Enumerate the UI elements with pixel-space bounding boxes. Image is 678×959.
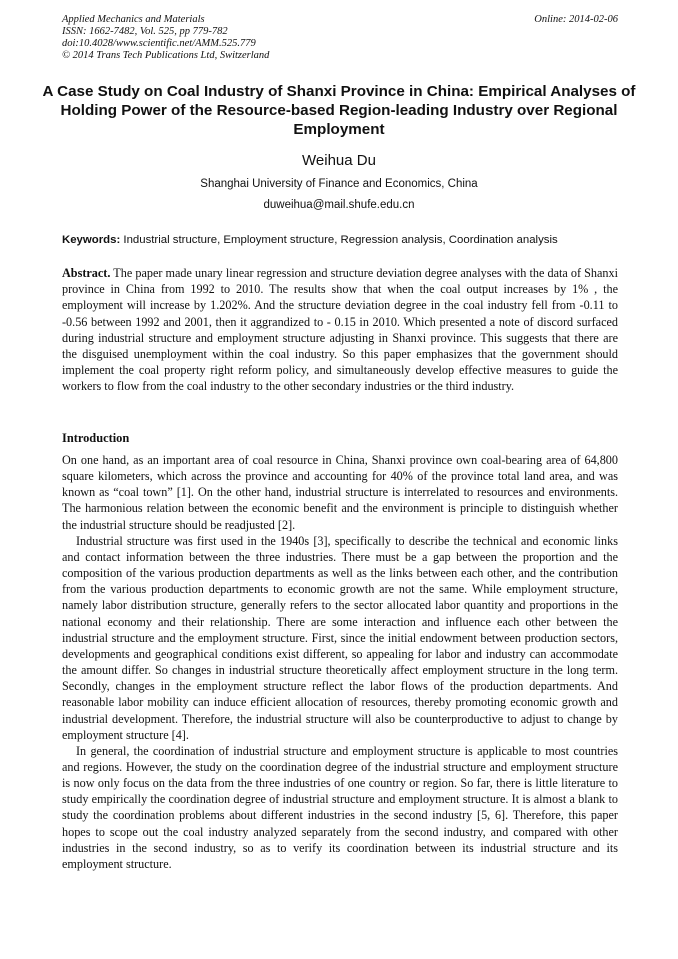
paragraph: Industrial structure was first used in the 1940s [3], specifically to describe the technical and economic links and contact information between the three industries. There must be a gap between the proportion and the composition of the various production departments as well as the links between each other, and the contribution from the various production departments to economic growth are not the same. While employment structure, namely labor distribution structure, generally refers to the sector allocated labor quantity and proportions in the national economy and their relationship. There are some interaction and influence each other between the industrial structure and the employment structure. First, since the initial endowment between production sectors, developments and geographical conditions exist different, so appealing for labor and industry can accommodate the amount differ. So changes in industrial structure theoretically affect employment structure in the long term. Secondly, changes in the employment structure reflect the labor flows of the production departments. And reasonable labor mobility can induce efficient allocation of resources, thereby promoting economic growth and industrial development. Therefore, the industrial structure will also be counterproductive to adjust to change by employment structure [4]. xyxy=(62,533,618,742)
paper-title: A Case Study on Coal Industry of Shanxi Province in China: Empirical Analyses of Holding Power of the Resource-based Region-leading Industry over Regional Employment xyxy=(42,83,636,138)
online-date: Online: 2014-02-06 xyxy=(534,14,618,25)
keywords-text: Industrial structure, Employment structure, Regression analysis, Coordination analysis xyxy=(123,234,558,246)
abstract-text: The paper made unary linear regression and structure deviation degree analyses with the data of Shanxi province in China from 1992 to 2010. The results show that when the coal output increases by 1% , the employment will increase by 1.202%. And the structure deviation degree in the coal industry fell from -0.11 to -0.56 between 1992 and 2001, then it aggrandized to - 0.15 in 2010. Which presented a note of discord surfaced during industrial structure and employment structure adjusting in Shanxi province. This suggests that there are the disguised unemployment within the coal industry. So this paper emphasizes that the government should implement the coal property right reform policy, and simultaneously develop effective measures to guide the workers to flow from the coal industry to the other secondary industries or the third industry. xyxy=(62,266,619,394)
journal-name: Applied Mechanics and Materials xyxy=(62,14,205,25)
keywords-label: Keywords: xyxy=(62,234,121,246)
paragraph: On one hand, as an important area of coal resource in China, Shanxi province own coal-bearing area of 64,800 square kilometers, which across the province and accounting for 40% of the province total land area, and was known as “coal town” [1]. On the other hand, industrial structure is interrelated to resources and environments. The harmonious relation between the economic benefit and the environment is principle to distinguish whether the industrial structure should be readjusted [2]. xyxy=(62,453,618,532)
issn-line: ISSN: 1662-7482, Vol. 525, pp 779-782 xyxy=(62,26,228,37)
author-email[interactable]: duweihua@mail.shufe.edu.cn xyxy=(263,199,415,211)
abstract xyxy=(62,265,618,395)
section-heading-introduction: Introduction xyxy=(62,431,130,445)
copyright-line: © 2014 Trans Tech Publications Ltd, Switzerland xyxy=(62,50,270,61)
abstract-label: Abstract. xyxy=(62,266,111,280)
author-name: Weihua Du xyxy=(302,152,376,169)
paragraph: In general, the coordination of industrial structure and employment structure is applicable to most countries and regions. However, the study on the coordination degree of the industrial structure and employment structure is now only focus on the data from the three industries of one country or region. So far, there is little literature to study empirically the coordination degree of industrial structure and employment structure. It is almost a blank to study the coordination problems about different industries in the second industry [5, 6]. Therefore, this paper hopes to scope out the coal industry analyzed separately from the second industry, and compared with other industries in the second industry, so as to verify its coordination between its industrial structure and its employment structure. xyxy=(62,743,618,871)
introduction-body xyxy=(62,452,618,872)
doi-line[interactable]: doi:10.4028/www.scientific.net/AMM.525.779 xyxy=(62,38,256,49)
keywords-line xyxy=(62,234,618,246)
journal-header xyxy=(62,14,618,62)
author-affiliation: Shanghai University of Finance and Economics, China xyxy=(200,178,478,190)
